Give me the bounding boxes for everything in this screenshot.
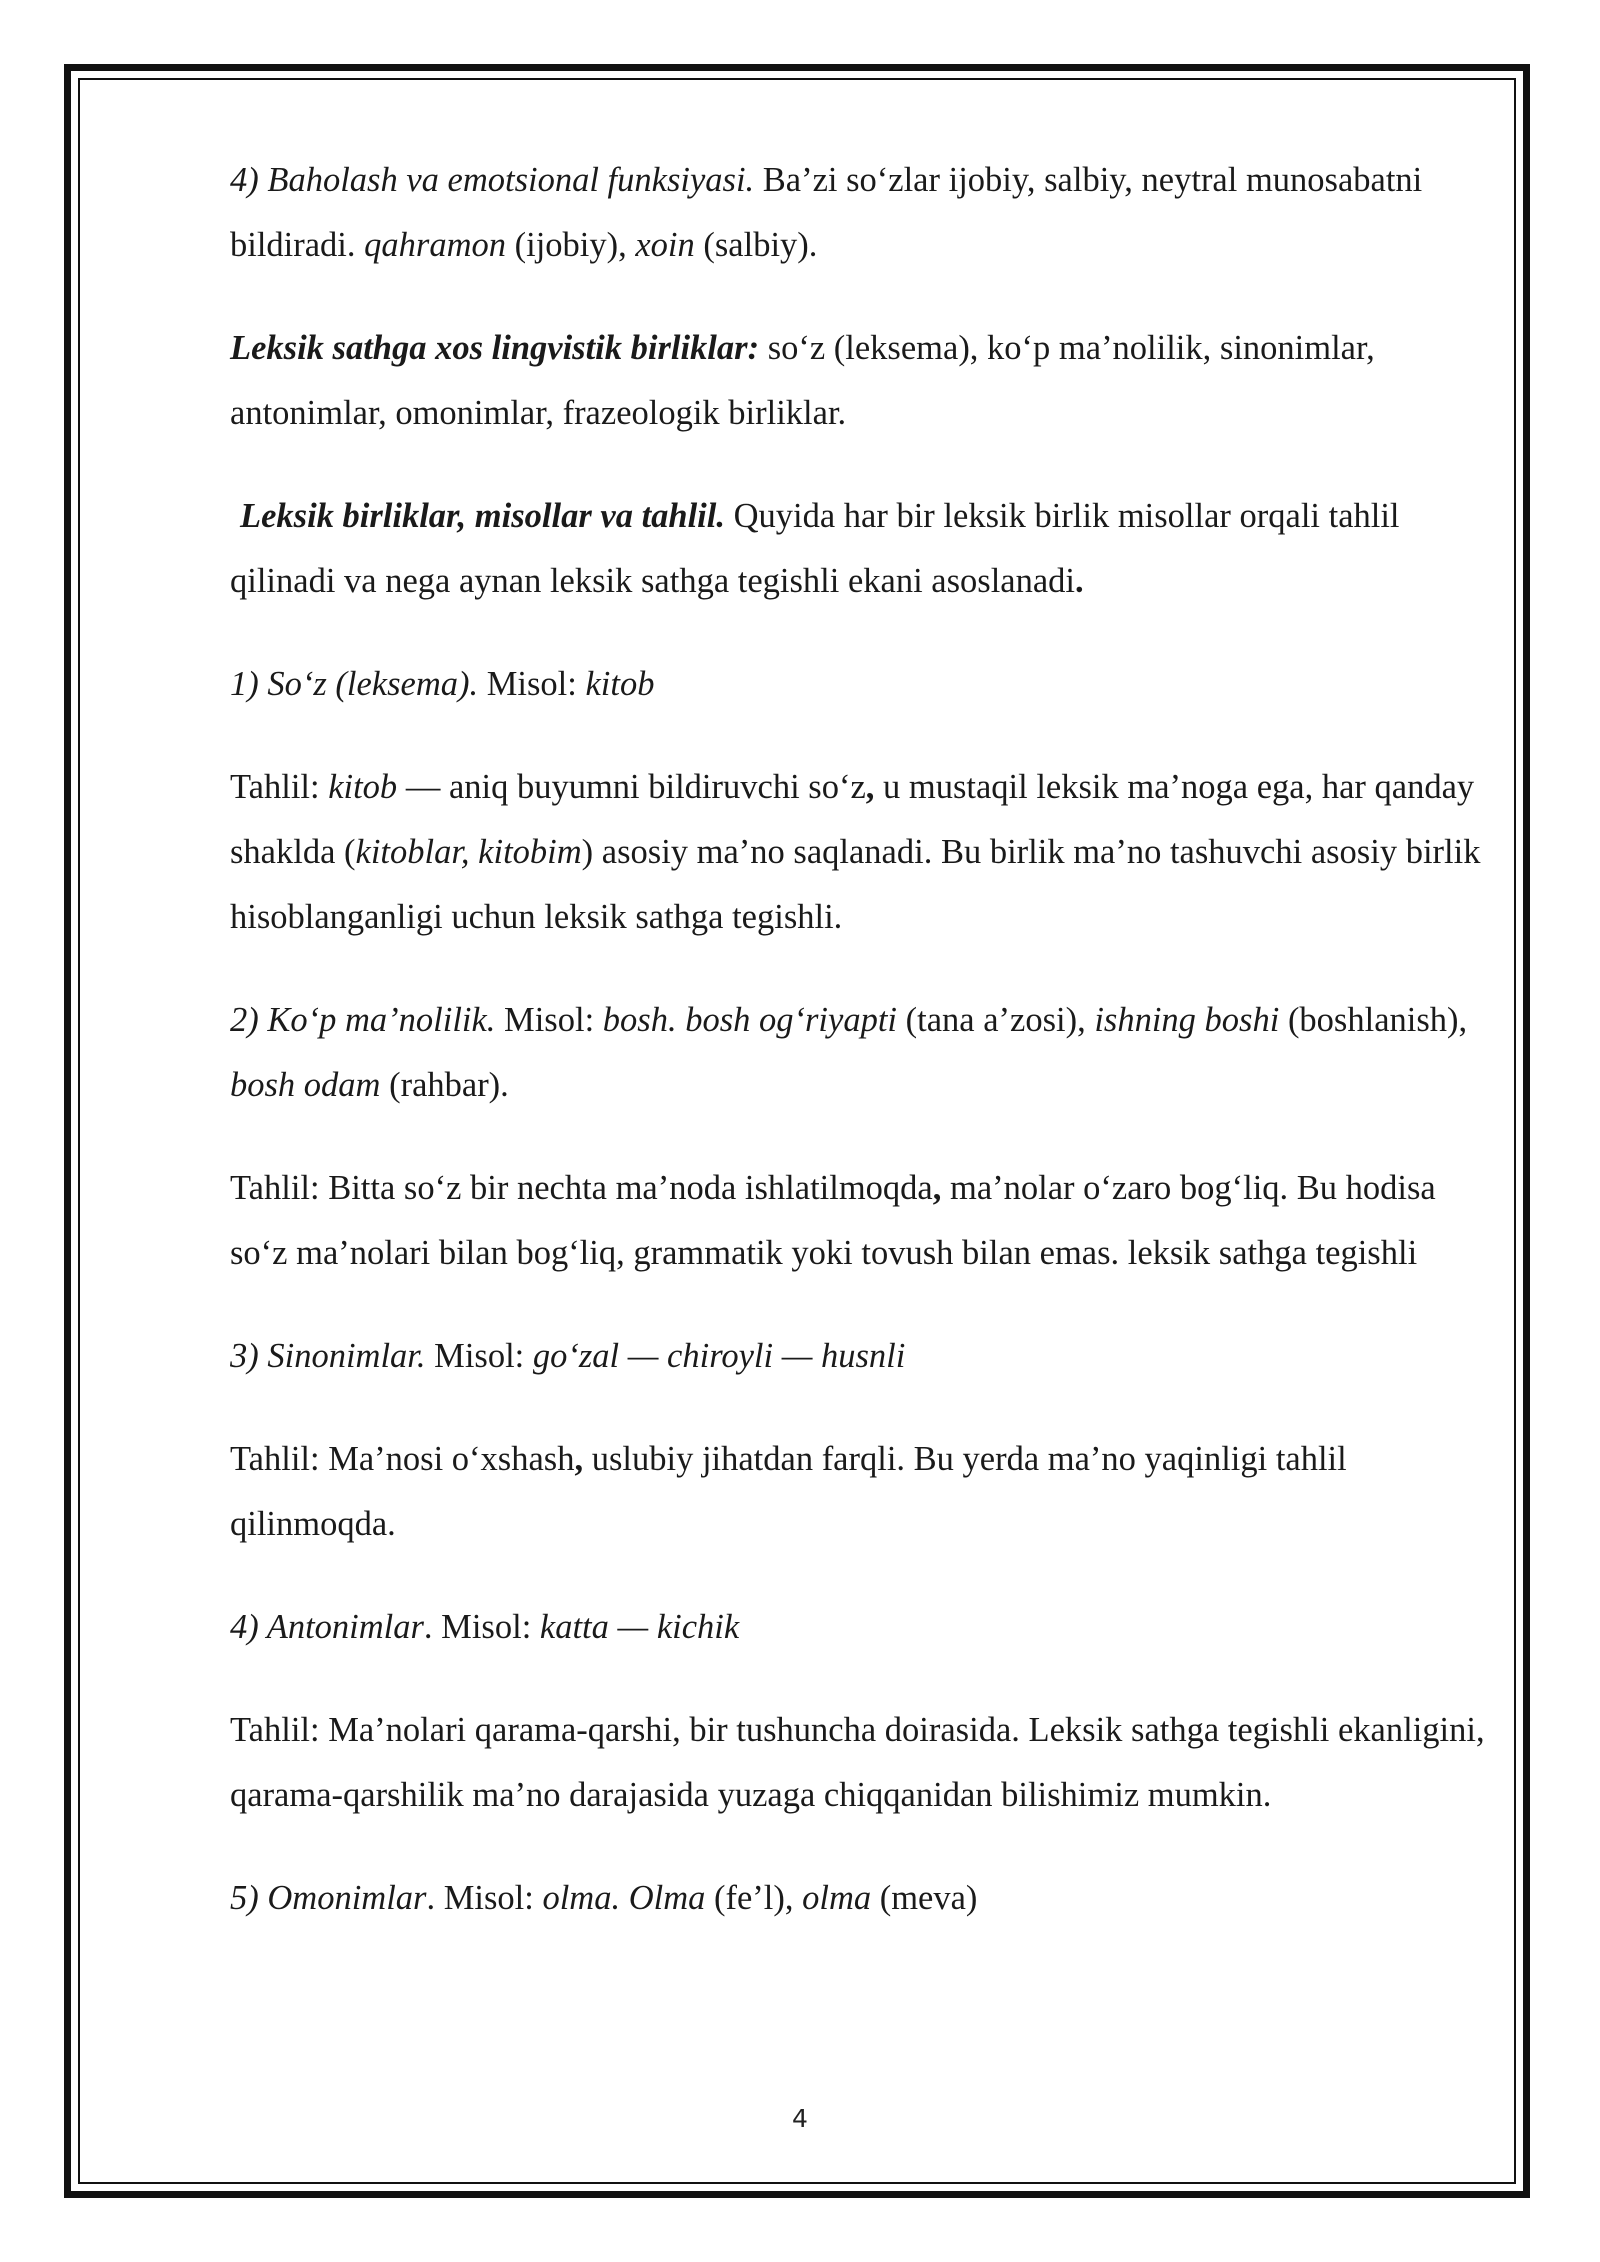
example-word: qahramon [364, 226, 506, 264]
section-heading: 2) Ko‘p ma’nolilik. [230, 1001, 496, 1039]
example-word: kitoblar, kitobim [355, 833, 582, 871]
document-body [230, 148, 1492, 1969]
paragraph-synonyms: 3) Sinonimlar. Misol: go‘zal — chiroyli — husnli [230, 1337, 906, 1375]
paragraph-homonyms: 5) Omonimlar. Misol: olma. Olma (fe’l), olma (meva) [230, 1879, 978, 1917]
section-heading: 3) Sinonimlar. [230, 1337, 426, 1375]
paragraph-lexical-units-list: Leksik sathga xos lingvistik birliklar: so‘z (leksema), ko‘p ma’nolilik, sinonimlar, antonimlar, omonimlar, frazeologik birliklar. [230, 329, 1375, 432]
paragraph-antonyms: 4) Antonimlar. Misol: katta — kichik [230, 1608, 740, 1646]
example-word: olma. Olma [542, 1879, 706, 1917]
bold-heading: Leksik birliklar, misollar va tahlil. [240, 497, 725, 535]
paragraph-polysemy: 2) Ko‘p ma’nolilik. Misol: bosh. bosh og‘riyapti (tana a’zosi), ishning boshi (boshlanish), bosh odam (rahbar). [230, 1001, 1468, 1104]
example-word: ishning boshi [1094, 1001, 1280, 1039]
example-word: kitob [328, 768, 398, 806]
example-word: olma [802, 1879, 872, 1917]
paragraph-word-lexeme: 1) So‘z (leksema). Misol: kitob [230, 665, 655, 703]
example-word: go‘zal — chiroyli — husnli [532, 1337, 906, 1375]
section-heading: 4) Antonimlar [230, 1608, 424, 1646]
paragraph-lexical-units-intro: Leksik birliklar, misollar va tahlil. Quyida har bir leksik birlik misollar orqali tahlil qilinadi va nega aynan leksik sathga tegishli ekani asoslanadi. [230, 497, 1400, 600]
example-word: kitob [585, 665, 655, 703]
bold-heading: Leksik sathga xos lingvistik birliklar: [230, 329, 760, 367]
paragraph-evaluative-function: 4) Baholash va emotsional funksiyasi. Ba’zi so‘zlar ijobiy, salbiy, neytral munosabatni bildiradi. qahramon (ijobiy), xoin (salbiy). [230, 161, 1423, 264]
example-word: katta — kichik [539, 1608, 740, 1646]
paragraph-antonyms-analysis: Tahlil: Ma’nolari qarama-qarshi, bir tushuncha doirasida. Leksik sathga tegishli ekanligini, qarama-qarshilik ma’no darajasida yuzaga chiqqanidan bilishimiz mumkin. [230, 1711, 1485, 1814]
example-word: bosh odam [230, 1066, 381, 1104]
paragraph-synonyms-analysis: Tahlil: Ma’nosi o‘xshash, uslubiy jihatdan farqli. Bu yerda ma’no yaqinligi tahlil qilinmoqda. [230, 1440, 1347, 1543]
section-heading: 1) So‘z (leksema). [230, 665, 479, 703]
paragraph-word-analysis: Tahlil: kitob — aniq buyumni bildiruvchi so‘z, u mustaqil leksik ma’noga ega, har qanday shaklda (kitoblar, kitobim) asosiy ma’no saqlanadi. Bu birlik ma’no tashuvchi asosiy birlik hisoblanganligi uchun leksik sathga tegishli. [230, 768, 1481, 936]
example-word: xoin [635, 226, 695, 264]
page-number: 4 [792, 2104, 808, 2133]
example-word: bosh. bosh og‘riyapti [602, 1001, 897, 1039]
paragraph-polysemy-analysis: Tahlil: Bitta so‘z bir nechta ma’noda ishlatilmoqda, ma’nolar o‘zaro bog‘liq. Bu hodisa so‘z ma’nolari bilan bog‘liq, grammatik yoki tovush bilan emas. leksik sathga tegishli [230, 1169, 1436, 1272]
section-heading: 5) Omonimlar [230, 1879, 427, 1917]
section-heading: 4) Baholash va emotsional funksiyasi. [230, 161, 755, 199]
